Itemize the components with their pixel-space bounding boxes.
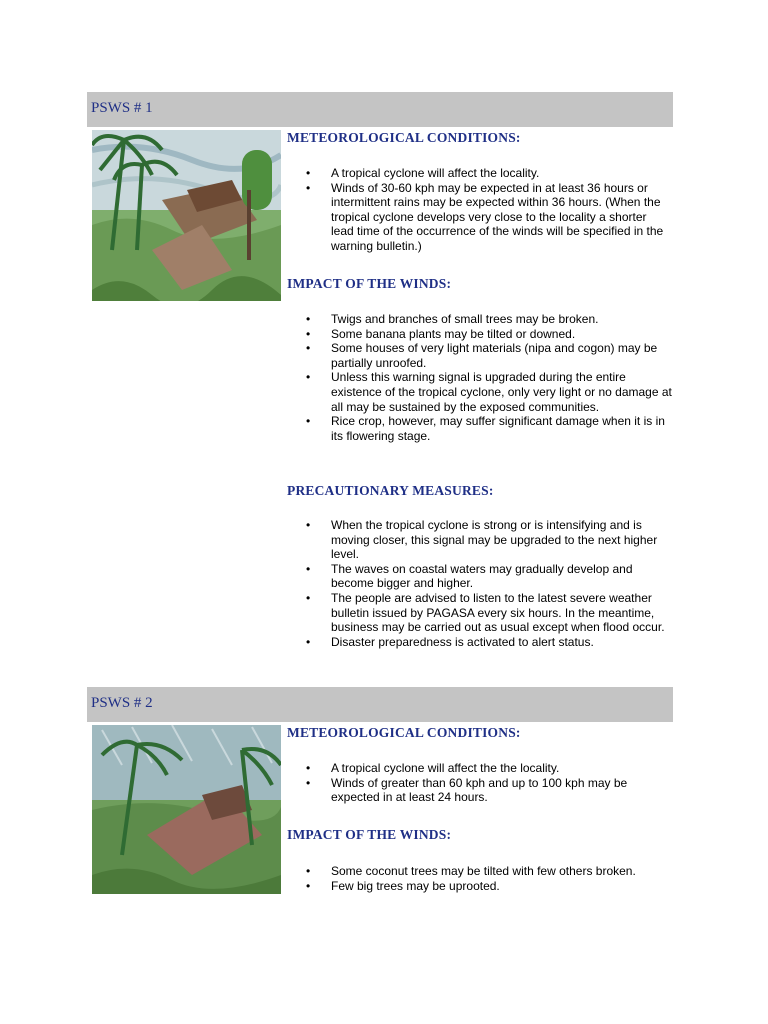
precautionary-measures-list xyxy=(287,518,672,649)
list-item: • Few big trees may be uprooted. xyxy=(287,879,672,894)
list-item: • Disaster preparedness is activated to alert status. xyxy=(287,635,672,650)
psws-1-illustration xyxy=(92,130,281,301)
list-item: • When the tropical cyclone is strong or is intensifying and is moving closer, this signal may be upgraded to the next higher level. xyxy=(287,518,672,562)
impact-of-winds-heading: IMPACT OF THE WINDS: xyxy=(287,827,452,842)
list-item: • Some houses of very light materials (nipa and cogon) may be partially unroofed. xyxy=(287,341,672,370)
section-title: PSWS # 2 xyxy=(91,695,153,711)
impact-of-winds-list xyxy=(287,864,672,893)
section-title: PSWS # 1 xyxy=(91,100,153,116)
list-item: • Some banana plants may be tilted or downed. xyxy=(287,327,672,342)
impact-of-winds-heading: IMPACT OF THE WINDS: xyxy=(287,276,452,291)
list-item: • Twigs and branches of small trees may be broken. xyxy=(287,312,672,327)
list-item: • The waves on coastal waters may gradually develop and become bigger and higher. xyxy=(287,562,672,591)
list-item: • The people are advised to listen to the latest severe weather bulletin issued by PAGASA every six hours. In the meantime, business may be carried out as usual except when flood occur. xyxy=(287,591,672,635)
meteorological-conditions-list xyxy=(287,166,672,254)
section-header-psws-1 xyxy=(87,92,673,127)
section-header-psws-2 xyxy=(87,687,673,722)
meteorological-conditions-list xyxy=(287,761,672,805)
meteorological-conditions-heading: METEOROLOGICAL CONDITIONS: xyxy=(287,725,521,740)
precautionary-measures-heading: PRECAUTIONARY MEASURES: xyxy=(287,483,494,498)
list-item: • Unless this warning signal is upgraded during the entire existence of the tropical cyclone, only very light or no damage at all may be sustained by the exposed communities. xyxy=(287,370,672,414)
list-item: • A tropical cyclone will affect the locality. xyxy=(287,166,672,181)
list-item: • Winds of greater than 60 kph and up to 100 kph may be expected in at least 24 hours. xyxy=(287,776,672,805)
psws-2-illustration xyxy=(92,725,281,894)
list-item: • Some coconut trees may be tilted with few others broken. xyxy=(287,864,672,879)
list-item: • Winds of 30-60 kph may be expected in at least 36 hours or intermittent rains may be expected within 36 hours. (When the tropical cyclone develops very close to the locality a shorter lead time of the occurrence of the winds will be specified in the warning bulletin.) xyxy=(287,181,672,254)
meteorological-conditions-heading: METEOROLOGICAL CONDITIONS: xyxy=(287,130,521,145)
list-item: • A tropical cyclone will affect the the locality. xyxy=(287,761,672,776)
impact-of-winds-list xyxy=(287,312,672,443)
list-item: • Rice crop, however, may suffer significant damage when it is in its flowering stage. xyxy=(287,414,672,443)
